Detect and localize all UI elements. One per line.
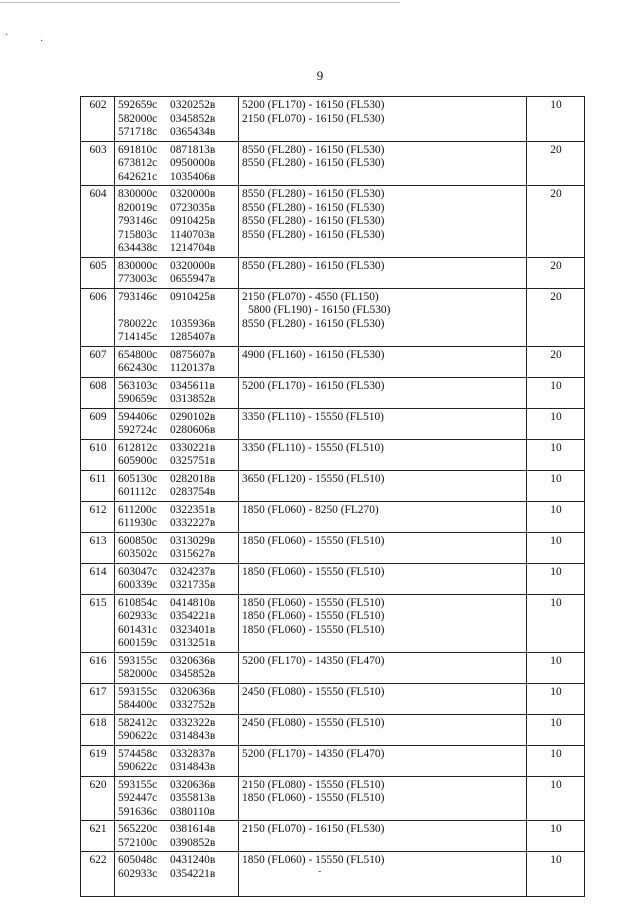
- latitude: 605130с: [118, 472, 158, 485]
- longitude: 0345611в: [170, 379, 215, 392]
- latitude: 600339с: [118, 579, 158, 591]
- coordinate-line: [118, 504, 236, 518]
- longitude: 0365434в: [170, 126, 216, 138]
- longitude: 1285407в: [170, 331, 216, 343]
- table-row: [81, 439, 585, 470]
- altitude-range: 2150 (FL070) - 16150 (FL530): [242, 112, 385, 125]
- latitude: 611200с: [118, 503, 157, 516]
- table-row: [81, 745, 585, 776]
- coordinate-line: [118, 424, 236, 438]
- coordinate-line: [118, 686, 236, 700]
- altitude-range-cell: [239, 439, 527, 470]
- longitude: 1120137в: [170, 362, 215, 374]
- coordinate-line: [118, 144, 236, 158]
- zone-number: 608: [81, 377, 115, 408]
- radius-value: 10: [527, 439, 585, 470]
- altitude-range-cell: [239, 346, 527, 377]
- table-row: [81, 683, 585, 714]
- latitude: 714145с: [118, 331, 158, 343]
- latitude: 593155с: [118, 778, 158, 791]
- longitude: 0280606в: [170, 424, 216, 436]
- coordinate-line: [118, 171, 236, 185]
- coordinates-cell: [115, 652, 239, 683]
- latitude: 582000с: [118, 668, 158, 680]
- coordinate-line: [118, 362, 236, 376]
- coordinate-line: [118, 455, 236, 469]
- longitude: 0380110в: [170, 805, 215, 818]
- latitude: 605048с: [118, 854, 158, 866]
- zone-number: 617: [81, 683, 115, 714]
- longitude: 1214704в: [170, 242, 216, 254]
- spacer: [118, 881, 236, 895]
- zone-number: 607: [81, 346, 115, 377]
- latitude: 563103с: [118, 379, 158, 392]
- latitude: 592724с: [118, 424, 158, 436]
- altitude-range: 1850 (FL060) - 15550 (FL510): [242, 854, 385, 866]
- coordinate-line: [118, 304, 236, 318]
- altitude-range-cell: [239, 821, 527, 852]
- longitude: 0332752в: [170, 699, 216, 711]
- latitude: 592659с: [118, 99, 158, 111]
- latitude: 654800с: [118, 348, 158, 361]
- coordinate-line: [118, 215, 236, 229]
- zone-number: 615: [81, 594, 115, 652]
- coordinate-line: [118, 699, 236, 713]
- altitude-range-cell: [239, 683, 527, 714]
- longitude: 0910425в: [170, 215, 216, 227]
- coordinate-line: [118, 188, 236, 202]
- longitude: 0390852в: [170, 836, 216, 849]
- longitude: 0330221в: [170, 441, 216, 454]
- table-row: [81, 821, 585, 852]
- altitude-range-cell: [239, 257, 527, 288]
- coordinate-line: [118, 823, 236, 837]
- longitude: 0320000в: [170, 259, 216, 272]
- altitude-range: 8550 (FL280) - 16150 (FL530): [242, 259, 385, 272]
- altitude-range: 1850 (FL060) - 15550 (FL510): [242, 792, 385, 804]
- altitude-range: 2450 (FL080) - 15550 (FL510): [242, 685, 385, 698]
- coordinates-cell: [115, 776, 239, 821]
- radius-value: 10: [527, 852, 585, 897]
- altitude-range-cell: [239, 288, 527, 346]
- coordinates-cell: [115, 532, 239, 563]
- latitude: 605900с: [118, 455, 158, 467]
- table-row: [81, 594, 585, 652]
- latitude: 600850с: [118, 534, 158, 547]
- longitude: 0283754в: [170, 486, 216, 498]
- longitude: 0950000в: [170, 157, 216, 169]
- latitude: 715803с: [118, 228, 158, 241]
- latitude: 610854с: [118, 596, 158, 609]
- zone-number: 620: [81, 776, 115, 821]
- coordinates-cell: [115, 377, 239, 408]
- latitude: 602933с: [118, 867, 158, 880]
- longitude: 0325751в: [170, 455, 216, 467]
- table-row: [81, 408, 585, 439]
- coordinates-cell: [115, 683, 239, 714]
- radius-value: 20: [527, 288, 585, 346]
- radius-value: 10: [527, 408, 585, 439]
- altitude-range: 2150 (FL070) - 16150 (FL530): [242, 823, 385, 835]
- altitude-range: 8550 (FL280) - 16150 (FL530): [242, 157, 385, 169]
- coordinate-line: [118, 113, 236, 127]
- altitude-range: 5800 (FL190) - 16150 (FL530): [248, 304, 391, 316]
- longitude: 0332322в: [170, 716, 216, 729]
- zone-number: 622: [81, 852, 115, 897]
- altitude-range: 3350 (FL110) - 15550 (FL510): [242, 441, 384, 454]
- altitude-range-cell: [239, 377, 527, 408]
- coordinate-line: [118, 202, 236, 216]
- longitude: 0324237в: [170, 565, 216, 578]
- radius-value: 20: [527, 346, 585, 377]
- latitude: 780022с: [118, 317, 158, 330]
- latitude: 691810с: [118, 143, 158, 156]
- coordinates-cell: [115, 97, 239, 142]
- coordinates-cell: [115, 439, 239, 470]
- table-row: [81, 714, 585, 745]
- latitude: 590622с: [118, 761, 158, 773]
- coordinate-line: [118, 535, 236, 549]
- latitude: 603502с: [118, 548, 158, 560]
- altitude-range: 3650 (FL120) - 15550 (FL510): [242, 472, 385, 485]
- altitude-range-cell: [239, 501, 527, 532]
- table-row: [81, 346, 585, 377]
- longitude: 0290102в: [170, 410, 216, 423]
- coordinate-line: [118, 126, 236, 140]
- coordinate-line: [118, 442, 236, 456]
- latitude: 591636с: [118, 805, 158, 818]
- longitude: 0332227в: [170, 517, 216, 529]
- zone-number: 619: [81, 745, 115, 776]
- coordinate-line: [118, 349, 236, 363]
- latitude: 572100с: [118, 836, 158, 849]
- altitude-range: 1850 (FL060) - 15550 (FL510): [242, 565, 385, 578]
- latitude: 773003с: [118, 273, 158, 285]
- radius-value: 10: [527, 594, 585, 652]
- coordinate-line: [118, 730, 236, 744]
- longitude: 0314843в: [170, 761, 216, 773]
- altitude-range: 1850 (FL060) - 15550 (FL510): [242, 610, 385, 622]
- radius-value: 10: [527, 776, 585, 821]
- zone-number: 618: [81, 714, 115, 745]
- table-row: [81, 97, 585, 142]
- coordinate-line: [118, 273, 236, 287]
- latitude: 590659с: [118, 393, 158, 405]
- coordinate-line: [118, 837, 236, 851]
- altitude-range: 2150 (FL080) - 15550 (FL510): [242, 778, 385, 791]
- altitude-range: 5200 (FL170) - 16150 (FL530): [242, 379, 385, 392]
- longitude: 0320252в: [170, 99, 216, 111]
- altitude-range: 3350 (FL110) - 15550 (FL510): [242, 410, 384, 423]
- coordinates-cell: [115, 501, 239, 532]
- coordinate-line: [118, 779, 236, 793]
- longitude: 0332837в: [170, 747, 216, 760]
- coordinate-line: [118, 318, 236, 332]
- radius-value: 10: [527, 97, 585, 142]
- table-row: [81, 852, 585, 897]
- altitude-range: 8550 (FL280) - 16150 (FL530): [242, 143, 385, 156]
- longitude: 0910425в: [170, 290, 216, 303]
- altitude-range: 2150 (FL070) - 4550 (FL150): [242, 290, 379, 303]
- coordinate-line: [118, 517, 236, 531]
- coordinate-line: [118, 655, 236, 669]
- zone-number: 621: [81, 821, 115, 852]
- latitude: 582412с: [118, 716, 158, 729]
- table-row: [81, 501, 585, 532]
- coordinates-cell: [115, 714, 239, 745]
- latitude: 574458с: [118, 747, 158, 760]
- zone-number: 611: [81, 470, 115, 501]
- zone-number: 613: [81, 532, 115, 563]
- coordinate-line: [118, 548, 236, 562]
- longitude: 0321735в: [170, 579, 216, 591]
- coordinate-line: [118, 229, 236, 243]
- longitude: 0320636в: [170, 778, 216, 791]
- altitude-range: 8550 (FL280) - 16150 (FL530): [242, 215, 385, 227]
- altitude-range-cell: [239, 714, 527, 745]
- longitude: 0875607в: [170, 348, 216, 361]
- latitude: 590622с: [118, 730, 158, 742]
- radius-value: 20: [527, 186, 585, 258]
- altitude-range-cell: [239, 97, 527, 142]
- zone-number: 610: [81, 439, 115, 470]
- longitude: 1035936в: [170, 317, 216, 330]
- latitude: 592447с: [118, 792, 158, 804]
- table-row: [81, 652, 585, 683]
- radius-value: 10: [527, 501, 585, 532]
- coordinate-line: [118, 157, 236, 171]
- latitude: 600159с: [118, 637, 158, 649]
- longitude: 0323401в: [170, 623, 216, 636]
- altitude-range: 1850 (FL060) - 8250 (FL270): [242, 503, 379, 516]
- latitude: 793146с: [118, 290, 158, 303]
- coordinates-cell: [115, 257, 239, 288]
- latitude: 830000с: [118, 188, 158, 200]
- coordinate-line: [118, 868, 236, 882]
- zone-number: 609: [81, 408, 115, 439]
- altitude-range: 5200 (FL170) - 14350 (FL470): [242, 747, 385, 760]
- coordinate-line: [118, 806, 236, 820]
- table-row: [81, 141, 585, 186]
- table-row: [81, 563, 585, 594]
- latitude: 593155с: [118, 654, 158, 667]
- radius-value: 10: [527, 532, 585, 563]
- radius-value: 10: [527, 563, 585, 594]
- altitude-range: 2450 (FL080) - 15550 (FL510): [242, 716, 385, 729]
- longitude: 1140703в: [170, 228, 215, 241]
- radius-value: 20: [527, 257, 585, 288]
- longitude: 1035406в: [170, 170, 216, 183]
- radius-value: 20: [527, 141, 585, 186]
- longitude: 0381614в: [170, 823, 216, 835]
- altitude-range: 8550 (FL280) - 16150 (FL530): [242, 228, 385, 241]
- coordinate-line: [118, 854, 236, 868]
- longitude: 0345852в: [170, 668, 216, 680]
- coordinates-cell: [115, 346, 239, 377]
- radius-value: 10: [527, 714, 585, 745]
- latitude: 673812с: [118, 157, 158, 169]
- coordinate-line: [118, 717, 236, 731]
- altitude-range-cell: [239, 141, 527, 186]
- latitude: 634438с: [118, 242, 158, 254]
- coordinate-line: [118, 637, 236, 651]
- longitude: 0414810в: [170, 596, 216, 609]
- latitude: 565220с: [118, 823, 158, 835]
- longitude: 0322351в: [170, 503, 216, 516]
- zone-number: 604: [81, 186, 115, 258]
- coordinates-cell: [115, 821, 239, 852]
- coordinate-line: [118, 624, 236, 638]
- longitude: 0320000в: [170, 188, 216, 200]
- coordinate-line: [118, 761, 236, 775]
- latitude: 793146с: [118, 215, 158, 227]
- latitude: 612812с: [118, 441, 158, 454]
- longitude: 0345852в: [170, 112, 216, 125]
- latitude: 603047с: [118, 565, 158, 578]
- table-row: [81, 288, 585, 346]
- zone-number: 606: [81, 288, 115, 346]
- latitude: 593155с: [118, 685, 158, 698]
- longitude: 0723035в: [170, 201, 216, 214]
- radius-value: 10: [527, 652, 585, 683]
- altitude-range-cell: [239, 652, 527, 683]
- altitude-range: 1850 (FL060) - 15550 (FL510): [242, 596, 385, 609]
- coordinates-cell: [115, 852, 239, 897]
- longitude: 0871813в: [170, 143, 216, 156]
- longitude: 0354221в: [170, 610, 216, 622]
- altitude-range: 5200 (FL170) - 14350 (FL470): [242, 654, 385, 667]
- zone-number: 603: [81, 141, 115, 186]
- zone-number: 614: [81, 563, 115, 594]
- zone-number: 612: [81, 501, 115, 532]
- coordinate-line: [118, 486, 236, 500]
- altitude-range-cell: [239, 852, 527, 897]
- longitude: 0655947в: [170, 273, 216, 285]
- radius-value: 10: [527, 745, 585, 776]
- radius-value: 10: [527, 377, 585, 408]
- longitude: 0282018в: [170, 472, 216, 485]
- coordinate-line: [118, 331, 236, 345]
- altitude-range-cell: [239, 563, 527, 594]
- table-row: [81, 186, 585, 258]
- scan-speck: ·: [5, 30, 9, 41]
- altitude-range-cell: [239, 532, 527, 563]
- longitude: 0314843в: [170, 730, 216, 742]
- coordinate-line: [118, 748, 236, 762]
- coordinates-cell: [115, 745, 239, 776]
- longitude: 0313029в: [170, 534, 216, 547]
- radius-value: 10: [527, 470, 585, 501]
- altitude-range: 1850 (FL060) - 15550 (FL510): [242, 534, 385, 547]
- altitude-range-cell: [239, 776, 527, 821]
- coordinates-cell: [115, 186, 239, 258]
- zone-number: 605: [81, 257, 115, 288]
- altitude-range: 4900 (FL160) - 16150 (FL530): [242, 348, 385, 361]
- table-row: [81, 532, 585, 563]
- latitude: 582000с: [118, 112, 158, 125]
- coordinate-line: [118, 668, 236, 682]
- altitude-range-cell: [239, 594, 527, 652]
- zones-table: [80, 96, 585, 897]
- latitude: 601112с: [118, 486, 157, 498]
- longitude: 0355813в: [170, 792, 216, 804]
- latitude: 594406с: [118, 410, 158, 423]
- top-rule: [0, 2, 400, 3]
- latitude: 584400с: [118, 699, 158, 711]
- coordinate-line: [118, 260, 236, 274]
- altitude-range-cell: [239, 186, 527, 258]
- table-row: [81, 470, 585, 501]
- latitude: 820019с: [118, 201, 158, 214]
- coordinates-cell: [115, 141, 239, 186]
- altitude-range: 5200 (FL170) - 16150 (FL530): [242, 99, 385, 111]
- zone-number: 602: [81, 97, 115, 142]
- coordinate-line: [118, 473, 236, 487]
- zone-number: 616: [81, 652, 115, 683]
- longitude: 0313852в: [170, 393, 216, 405]
- coordinate-line: [118, 610, 236, 624]
- coordinate-line: [118, 579, 236, 593]
- coordinate-line: [118, 380, 236, 394]
- coordinate-line: [118, 792, 236, 806]
- altitude-range-cell: [239, 745, 527, 776]
- longitude: 0315627в: [170, 548, 216, 560]
- coordinate-line: [118, 393, 236, 407]
- scan-speck: ·: [40, 36, 44, 47]
- altitude-range-cell: [239, 408, 527, 439]
- longitude: 0431240в: [170, 854, 216, 866]
- coordinates-cell: [115, 563, 239, 594]
- page-number: 9: [316, 68, 324, 83]
- coordinate-line: [118, 99, 236, 113]
- latitude: 662430с: [118, 362, 158, 374]
- latitude: 611930с: [118, 517, 157, 529]
- table-row: [81, 776, 585, 821]
- altitude-range: 8550 (FL280) - 16150 (FL530): [242, 201, 385, 214]
- latitude: 642621с: [118, 170, 158, 183]
- coordinate-line: [118, 597, 236, 611]
- altitude-range-cell: [239, 470, 527, 501]
- longitude: 0313251в: [170, 637, 216, 649]
- altitude-range: 8550 (FL280) - 16150 (FL530): [242, 317, 385, 330]
- table-row: [81, 377, 585, 408]
- longitude: 0320636в: [170, 685, 216, 698]
- latitude: 601431с: [118, 623, 158, 636]
- altitude-range: 1850 (FL060) - 15550 (FL510): [242, 623, 385, 636]
- longitude: 0354221в: [170, 867, 216, 880]
- coordinates-cell: [115, 408, 239, 439]
- footer-mark: -: [318, 866, 322, 877]
- coordinate-line: [118, 242, 236, 256]
- coordinate-line: [118, 411, 236, 425]
- coordinate-line: [118, 566, 236, 580]
- coordinates-cell: [115, 470, 239, 501]
- coordinate-line: [118, 291, 236, 305]
- table-row: [81, 257, 585, 288]
- latitude: 571718с: [118, 126, 158, 138]
- coordinates-cell: [115, 594, 239, 652]
- longitude: 0320636в: [170, 654, 216, 667]
- altitude-range: 8550 (FL280) - 16150 (FL530): [242, 188, 385, 200]
- radius-value: 10: [527, 821, 585, 852]
- latitude: 830000с: [118, 259, 158, 272]
- latitude: 602933с: [118, 610, 158, 622]
- radius-value: 10: [527, 683, 585, 714]
- coordinates-cell: [115, 288, 239, 346]
